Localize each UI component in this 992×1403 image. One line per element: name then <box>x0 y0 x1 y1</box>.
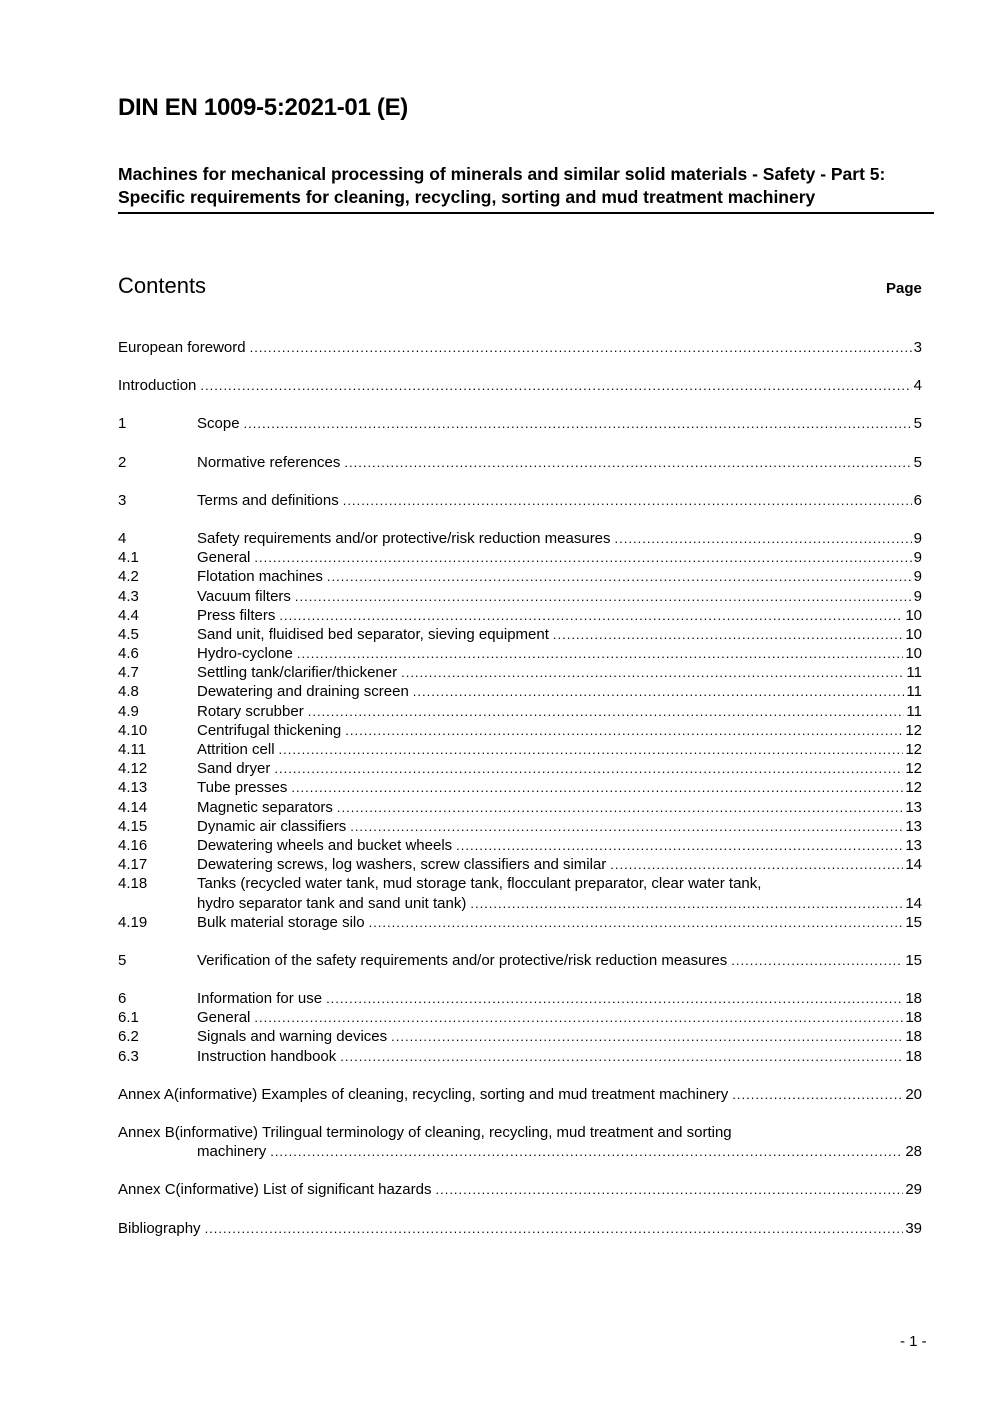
toc-entry-number: 4.7 <box>118 664 139 682</box>
toc-entry[interactable] <box>118 663 922 682</box>
toc-entry-number: 3 <box>118 491 127 509</box>
toc-entry-number: 4.2 <box>118 568 139 586</box>
toc-entry[interactable] <box>118 1027 922 1046</box>
toc-entry-number: 4.9 <box>118 702 139 720</box>
dot-leader <box>297 644 903 663</box>
toc-entry-number: 6.1 <box>118 1009 139 1027</box>
toc-entry-title: Sand dryer <box>197 760 271 778</box>
contents-heading: Contents <box>118 273 207 298</box>
toc-entry-title: Scope <box>197 415 240 433</box>
toc-entry[interactable] <box>118 778 922 797</box>
dot-leader <box>731 951 903 970</box>
toc-entry-page: 9 <box>913 587 922 605</box>
toc-entry-number: 4.4 <box>118 606 139 624</box>
toc-entry-title: Annex C(informative) List of significant hazards <box>118 1181 432 1199</box>
toc-entry[interactable] <box>118 1219 922 1238</box>
toc-entry[interactable] <box>118 913 922 932</box>
toc-entry-page: 13 <box>905 798 922 816</box>
toc-entry-title: Normative references <box>197 453 341 471</box>
toc-entry-title: Vacuum filters <box>197 587 291 605</box>
page-number: - 1 - <box>900 1333 927 1350</box>
toc-entry-continuation[interactable] <box>118 1142 922 1161</box>
toc-entry-page: 6 <box>913 491 922 509</box>
toc-entry-number: 4.17 <box>118 856 148 874</box>
dot-leader <box>254 548 911 567</box>
toc-entry-page: 11 <box>906 702 922 720</box>
dot-leader <box>205 1219 904 1238</box>
toc-entry-number: 1 <box>118 415 127 433</box>
toc-entry[interactable] <box>118 606 922 625</box>
toc-entry-title: Flotation machines <box>197 568 323 586</box>
dot-leader <box>456 836 903 855</box>
dot-leader <box>244 414 912 433</box>
dot-leader <box>337 798 903 817</box>
dot-leader <box>254 1008 903 1027</box>
dot-leader <box>470 894 903 913</box>
toc-entry-title: Hydro-cyclone <box>197 645 293 663</box>
toc-entry-title: Bulk material storage silo <box>197 913 365 931</box>
dot-leader <box>553 625 903 644</box>
dot-leader <box>615 529 912 548</box>
toc-entry-page: 9 <box>913 568 922 586</box>
toc-entry-title: Information for use <box>197 990 323 1008</box>
toc-entry-page: 5 <box>913 415 922 433</box>
toc-entry-page: 12 <box>905 779 922 797</box>
toc-entry-title: Signals and warning devices <box>197 1028 388 1046</box>
toc-entry-title: Sand unit, fluidised bed separator, sieving equipment <box>197 625 549 643</box>
toc-entry-number: 4.12 <box>118 760 148 778</box>
toc-entry-page: 39 <box>905 1219 922 1237</box>
toc-entry[interactable] <box>118 798 922 817</box>
toc-entry-title: Press filters <box>197 606 276 624</box>
toc-entry-number: 4.11 <box>118 741 147 758</box>
toc-entry-title-continued: machinery <box>197 1143 267 1161</box>
toc-entry[interactable] <box>118 951 922 970</box>
toc-entry-page: 12 <box>905 721 922 739</box>
dot-leader <box>369 913 904 932</box>
toc-entry-title: Tanks (recycled water tank, mud storage tank, flocculant preparator, clear water tank, <box>197 875 762 893</box>
toc-entry-title: Safety requirements and/or protective/risk reduction measures <box>197 529 611 547</box>
toc-entry[interactable] <box>118 529 922 548</box>
dot-leader <box>274 759 903 778</box>
toc-entry[interactable] <box>118 453 922 472</box>
dot-leader <box>391 1027 903 1046</box>
toc-entry-title: Tube presses <box>197 779 288 797</box>
toc-entry-number: 4.15 <box>118 817 148 835</box>
toc-entry[interactable] <box>118 989 922 1008</box>
dot-leader <box>610 855 903 874</box>
toc-entry-title: General <box>197 549 251 567</box>
toc-entry[interactable] <box>118 587 922 606</box>
toc-entry-title: Annex A(informative) Examples of cleaning, recycling, sorting and mud treatment machinery <box>118 1085 729 1103</box>
dot-leader <box>279 606 903 625</box>
toc-entry-number: 4.5 <box>118 625 139 643</box>
toc-entry[interactable] <box>118 491 922 510</box>
toc-entry[interactable] <box>118 855 922 874</box>
toc-entry-page: 14 <box>905 894 922 912</box>
toc-entry[interactable] <box>118 414 922 433</box>
toc-entry-number: 6.2 <box>118 1028 139 1046</box>
toc-entry-number: 5 <box>118 951 127 969</box>
toc-entry-page: 15 <box>905 913 922 931</box>
dot-leader <box>279 740 904 759</box>
toc-entry-title: Terms and definitions <box>197 491 339 509</box>
page-column-label: Page <box>886 280 922 297</box>
toc-entry-title: Verification of the safety requirements and/or protective/risk reduction measures <box>197 951 728 969</box>
toc-entry-title: General <box>197 1009 251 1027</box>
toc-entry[interactable] <box>118 874 922 893</box>
toc-entry-page: 12 <box>905 741 922 758</box>
toc-entry[interactable] <box>118 1085 922 1104</box>
toc-entry[interactable] <box>118 759 922 778</box>
dot-leader <box>340 1047 903 1066</box>
toc-entry-number: 4.14 <box>118 798 148 816</box>
toc-entry-number: 4.18 <box>118 875 148 893</box>
dot-leader <box>200 376 911 395</box>
toc-entry[interactable] <box>118 836 922 855</box>
toc-entry-title: Settling tank/clarifier/thickener <box>197 664 398 682</box>
toc-entry-page: 11 <box>906 683 922 701</box>
toc-entry-title: Instruction handbook <box>197 1047 337 1065</box>
toc-entry-page: 18 <box>905 1009 922 1027</box>
toc-entry-page: 12 <box>905 760 922 778</box>
toc-entry-title: Attrition cell <box>197 741 275 758</box>
document-id: DIN EN 1009-5:2021-01 (E) <box>118 94 408 121</box>
dot-leader <box>326 989 903 1008</box>
toc-entry[interactable] <box>118 817 922 836</box>
toc-entry-page: 18 <box>905 990 922 1008</box>
toc-entry[interactable] <box>118 567 922 586</box>
toc-entry-title: Rotary scrubber <box>197 702 304 720</box>
toc-entry[interactable] <box>118 1123 922 1142</box>
toc-entry-page: 11 <box>906 664 922 682</box>
toc-entry[interactable] <box>118 740 922 759</box>
toc-entry[interactable] <box>118 625 922 644</box>
toc-entry-number: 6.3 <box>118 1047 139 1065</box>
toc-entry-page: 13 <box>905 836 922 854</box>
toc-entry-number: 4.8 <box>118 683 139 701</box>
toc-entry-title: European foreword <box>118 339 246 356</box>
toc-entry[interactable] <box>118 702 922 721</box>
dot-leader <box>732 1085 903 1104</box>
document-title: Machines for mechanical processing of minerals and similar solid materials - Safety - Part 5: Specific requirements for cleaning, recycling, sorting and mud treatment machinery <box>118 163 934 214</box>
toc-entry-page: 20 <box>905 1085 922 1103</box>
toc-entry-number: 4.13 <box>118 779 148 797</box>
toc-entry-page: 4 <box>913 377 922 395</box>
dot-leader <box>327 567 912 586</box>
dot-leader <box>413 682 905 701</box>
toc-entry-page: 9 <box>913 549 922 567</box>
toc-entry-page: 10 <box>905 606 922 624</box>
toc-entry-page: 13 <box>905 817 922 835</box>
table-of-contents <box>118 338 922 1238</box>
toc-entry[interactable] <box>118 338 922 357</box>
toc-entry-title: Introduction <box>118 377 197 395</box>
toc-entry-page: 29 <box>905 1181 922 1199</box>
toc-entry-number: 4.3 <box>118 587 139 605</box>
dot-leader <box>295 587 912 606</box>
toc-entry-number: 4.10 <box>118 721 148 739</box>
toc-entry-page: 15 <box>905 951 922 969</box>
toc-entry-title: Annex B(informative) Trilingual terminology of cleaning, recycling, mud treatment and sorting <box>118 1124 732 1141</box>
toc-entry[interactable] <box>118 721 922 740</box>
toc-entry-page: 10 <box>905 625 922 643</box>
toc-entry-title-continued: hydro separator tank and sand unit tank) <box>197 894 467 912</box>
dot-leader <box>345 721 903 740</box>
dot-leader <box>270 1142 903 1161</box>
toc-entry-page: 18 <box>905 1047 922 1065</box>
toc-entry-number: 4.6 <box>118 645 139 663</box>
dot-leader <box>291 778 903 797</box>
toc-entry-title: Dewatering screws, log washers, screw classifiers and similar <box>197 856 607 874</box>
toc-entry-page: 5 <box>913 453 922 471</box>
dot-leader <box>435 1180 903 1199</box>
toc-entry-title: Dewatering wheels and bucket wheels <box>197 836 453 854</box>
dot-leader <box>343 491 912 510</box>
toc-entry-title: Dynamic air classifiers <box>197 817 347 835</box>
toc-entry-number: 4.1 <box>118 549 139 567</box>
toc-entry[interactable] <box>118 1047 922 1066</box>
toc-entry-title: Bibliography <box>118 1219 201 1237</box>
toc-entry[interactable] <box>118 682 922 701</box>
dot-leader <box>344 453 911 472</box>
toc-entry-number: 6 <box>118 990 127 1008</box>
toc-entry[interactable] <box>118 1180 922 1199</box>
toc-entry[interactable] <box>118 1008 922 1027</box>
toc-entry-page: 18 <box>905 1028 922 1046</box>
toc-entry-continuation[interactable] <box>118 894 922 913</box>
toc-entry-title: Centrifugal thickening <box>197 721 342 739</box>
toc-entry[interactable] <box>118 376 922 395</box>
toc-entry-page: 10 <box>905 645 922 663</box>
toc-entry-number: 2 <box>118 453 127 471</box>
toc-entry-page: 14 <box>905 856 922 874</box>
toc-entry-page: 28 <box>905 1143 922 1161</box>
toc-entry[interactable] <box>118 548 922 567</box>
toc-entry-number: 4.19 <box>118 913 148 931</box>
dot-leader <box>250 338 912 357</box>
dot-leader <box>308 702 905 721</box>
toc-entry-title: Magnetic separators <box>197 798 333 816</box>
dot-leader <box>350 817 903 836</box>
toc-entry-number: 4 <box>118 529 127 547</box>
toc-entry[interactable] <box>118 644 922 663</box>
dot-leader <box>401 663 904 682</box>
toc-entry-page: 3 <box>913 339 922 356</box>
toc-entry-page: 9 <box>913 529 922 547</box>
toc-entry-number: 4.16 <box>118 836 148 854</box>
toc-entry-title: Dewatering and draining screen <box>197 683 409 701</box>
